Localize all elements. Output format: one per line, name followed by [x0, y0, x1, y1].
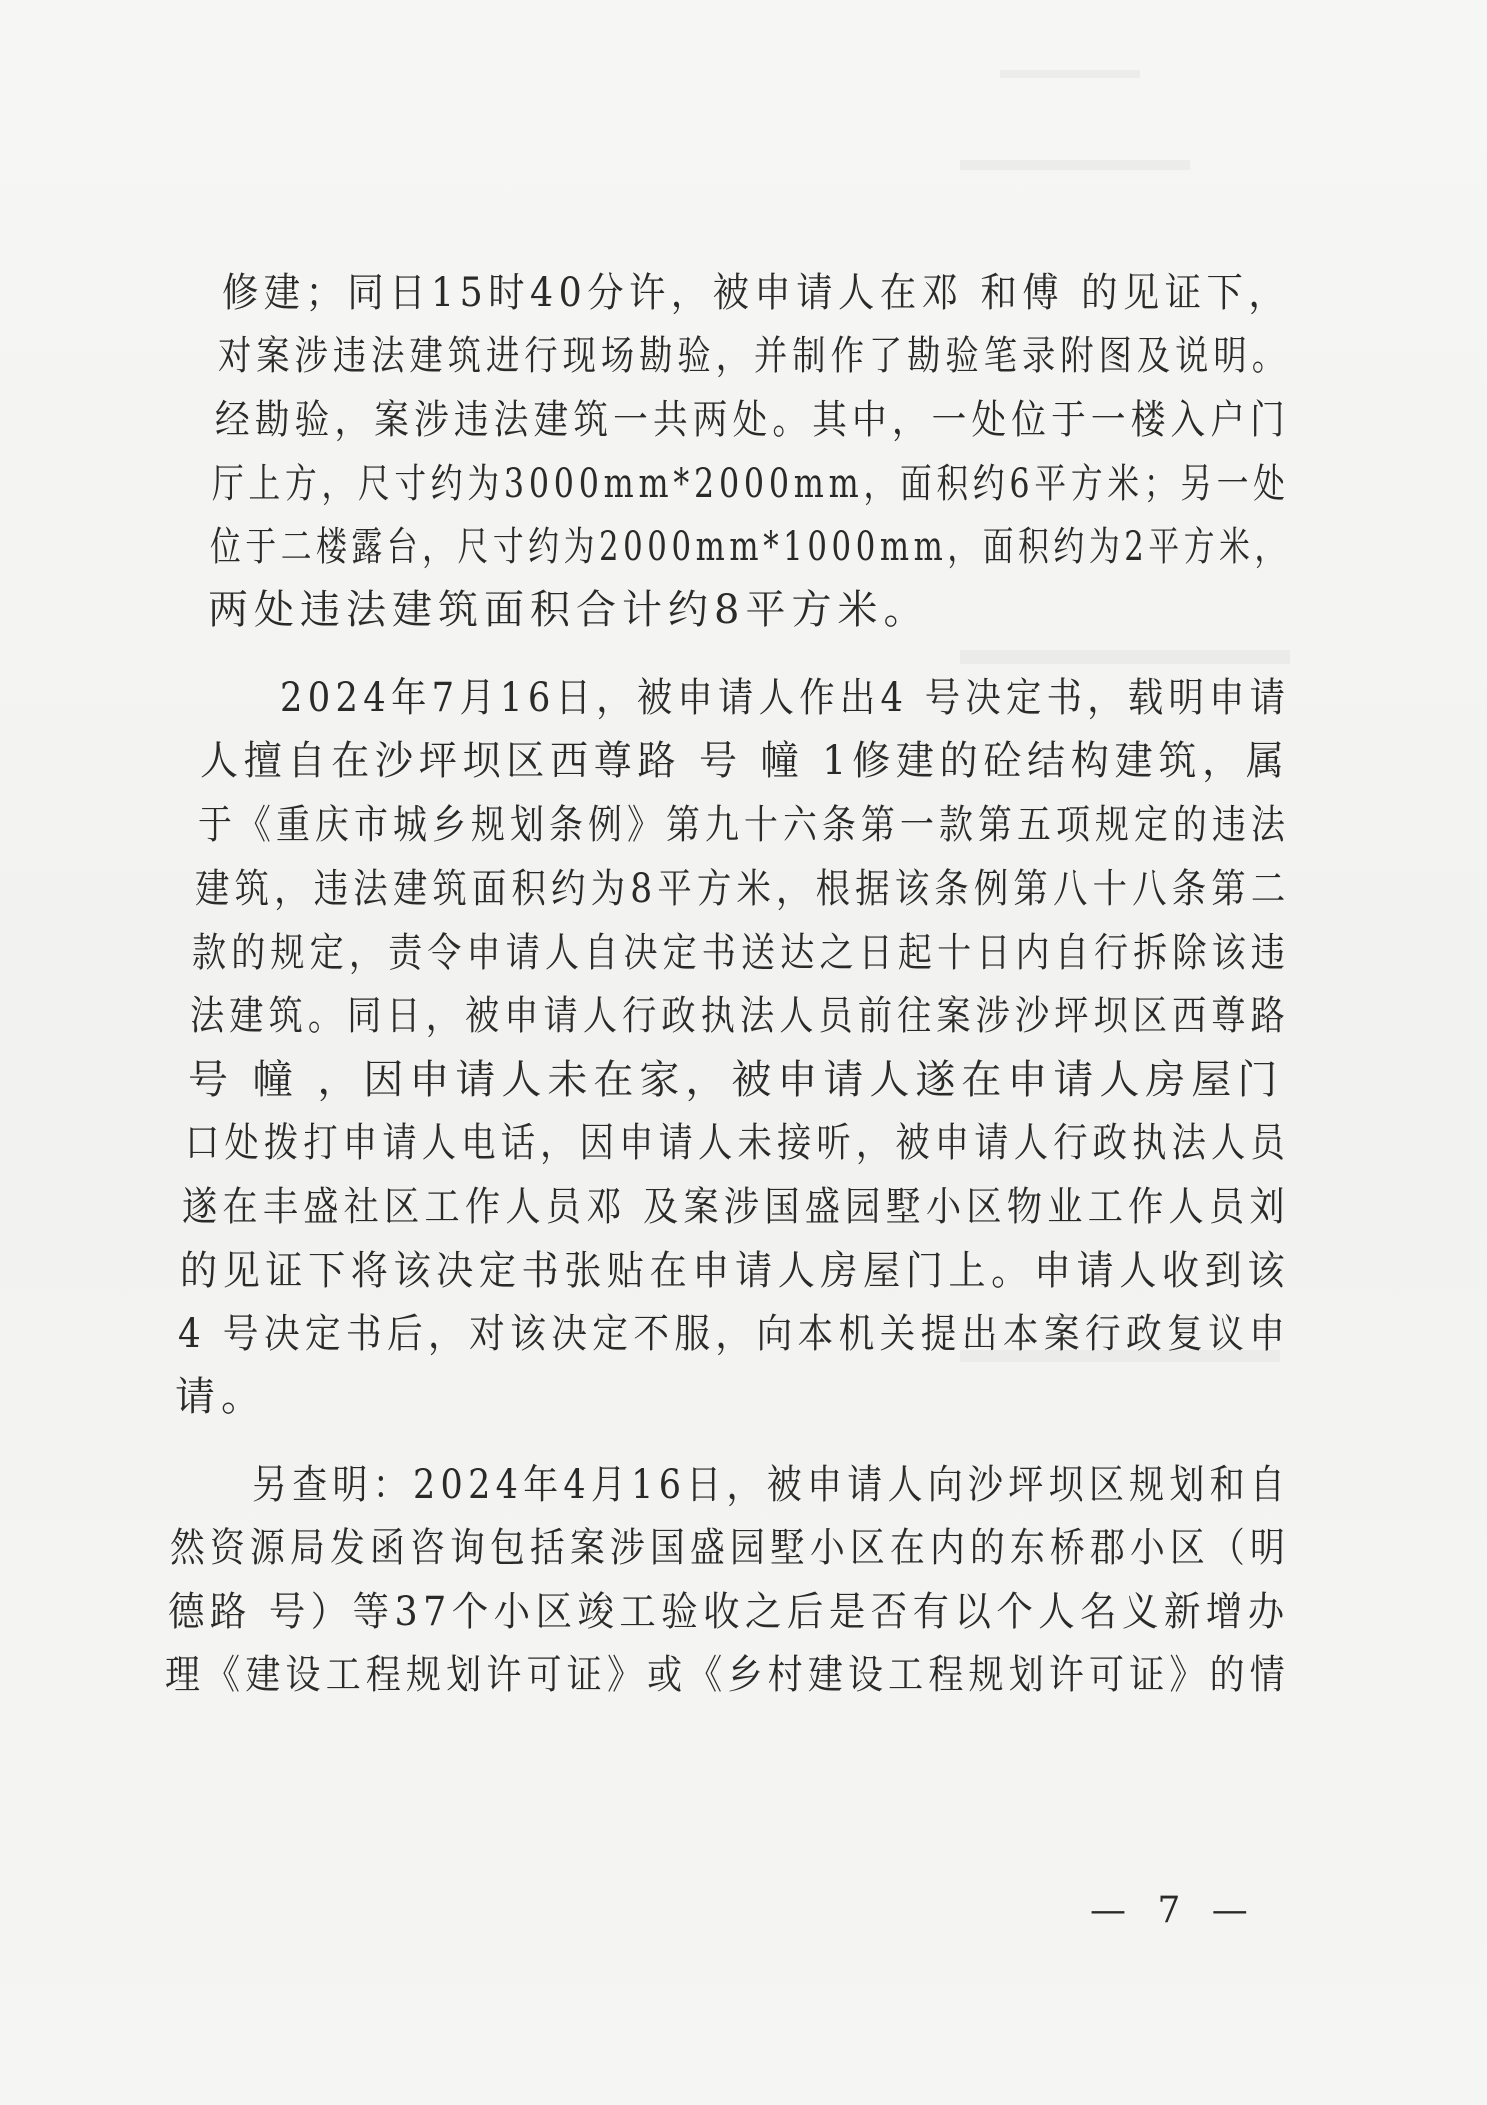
body-text-line: 德路 号）等37个小区竣工验收之后是否有以个人名义新增办: [168, 1589, 1290, 1635]
body-text-line: 然资源局发函咨询包括案涉国盛园墅小区在内的东桥郡小区（明: [170, 1525, 1291, 1571]
page-number: — 7 —: [1090, 1890, 1258, 1931]
scan-bleed-mark: [960, 160, 1190, 170]
body-text-line: 号 幢 ，因申请人未在家，被申请人遂在申请人房屋门: [188, 1057, 1284, 1103]
body-text-line: 理《建设工程规划许可证》或《乡村建设工程规划许可证》的情: [165, 1652, 1290, 1698]
body-text-line: 位于二楼露台，尺寸约为2000mm*1000mm，面积约为2平方米，: [210, 524, 1290, 570]
body-text-line: 另查明：2024年4月16日，被申请人向沙坪坝区规划和自: [252, 1462, 1291, 1508]
scan-bleed-mark: [1000, 70, 1140, 78]
body-text-line: 请。: [175, 1374, 267, 1420]
body-text-line: 人擅自在沙坪坝区西尊路 号 幢 1修建的砼结构建筑，属: [200, 738, 1290, 784]
scan-bleed-mark: [960, 650, 1290, 664]
body-text-line: 修建；同日15时40分许，被申请人在邓 和傅 的见证下，: [222, 270, 1291, 316]
body-text-line: 2024年7月16日，被申请人作出4 号决定书，载明申请: [280, 675, 1291, 721]
body-text-line: 款的规定，责令申请人自决定书送达之日起十日内自行拆除该违: [192, 930, 1291, 976]
body-text-line: 口处拨打申请人电话，因申请人未接听，被申请人行政执法人员: [185, 1120, 1290, 1166]
body-text-line: 于《重庆市城乡规划条例》第九十六条第一款第五项规定的违法: [198, 802, 1290, 848]
body-text-line: 建筑，违法建筑面积约为8平方米，根据该条例第八十八条第二: [195, 866, 1291, 912]
body-text-line: 的见证下将该决定书张贴在申请人房屋门上。申请人收到该: [180, 1248, 1291, 1294]
body-text-line: 经勘验，案涉违法建筑一共两处。其中，一处位于一楼入户门: [215, 397, 1290, 443]
body-text-line: 遂在丰盛社区工作人员邓 及案涉国盛园墅小区物业工作人员刘: [182, 1184, 1290, 1230]
body-text-line: 两处违法建筑面积合计约8平方米。: [208, 587, 930, 633]
body-text-line: 法建筑。同日，被申请人行政执法人员前往案涉沙坪坝区西尊路: [190, 993, 1290, 1039]
body-text-line: 4 号决定书后，对该决定不服，向本机关提出本案行政复议申: [178, 1311, 1291, 1357]
body-text-line: 对案涉违法建筑进行现场勘验，并制作了勘验笔录附图及说明。: [218, 333, 1291, 379]
body-text-line: 厅上方，尺寸约为3000mm*2000mm，面积约6平方米；另一处: [212, 461, 1290, 507]
